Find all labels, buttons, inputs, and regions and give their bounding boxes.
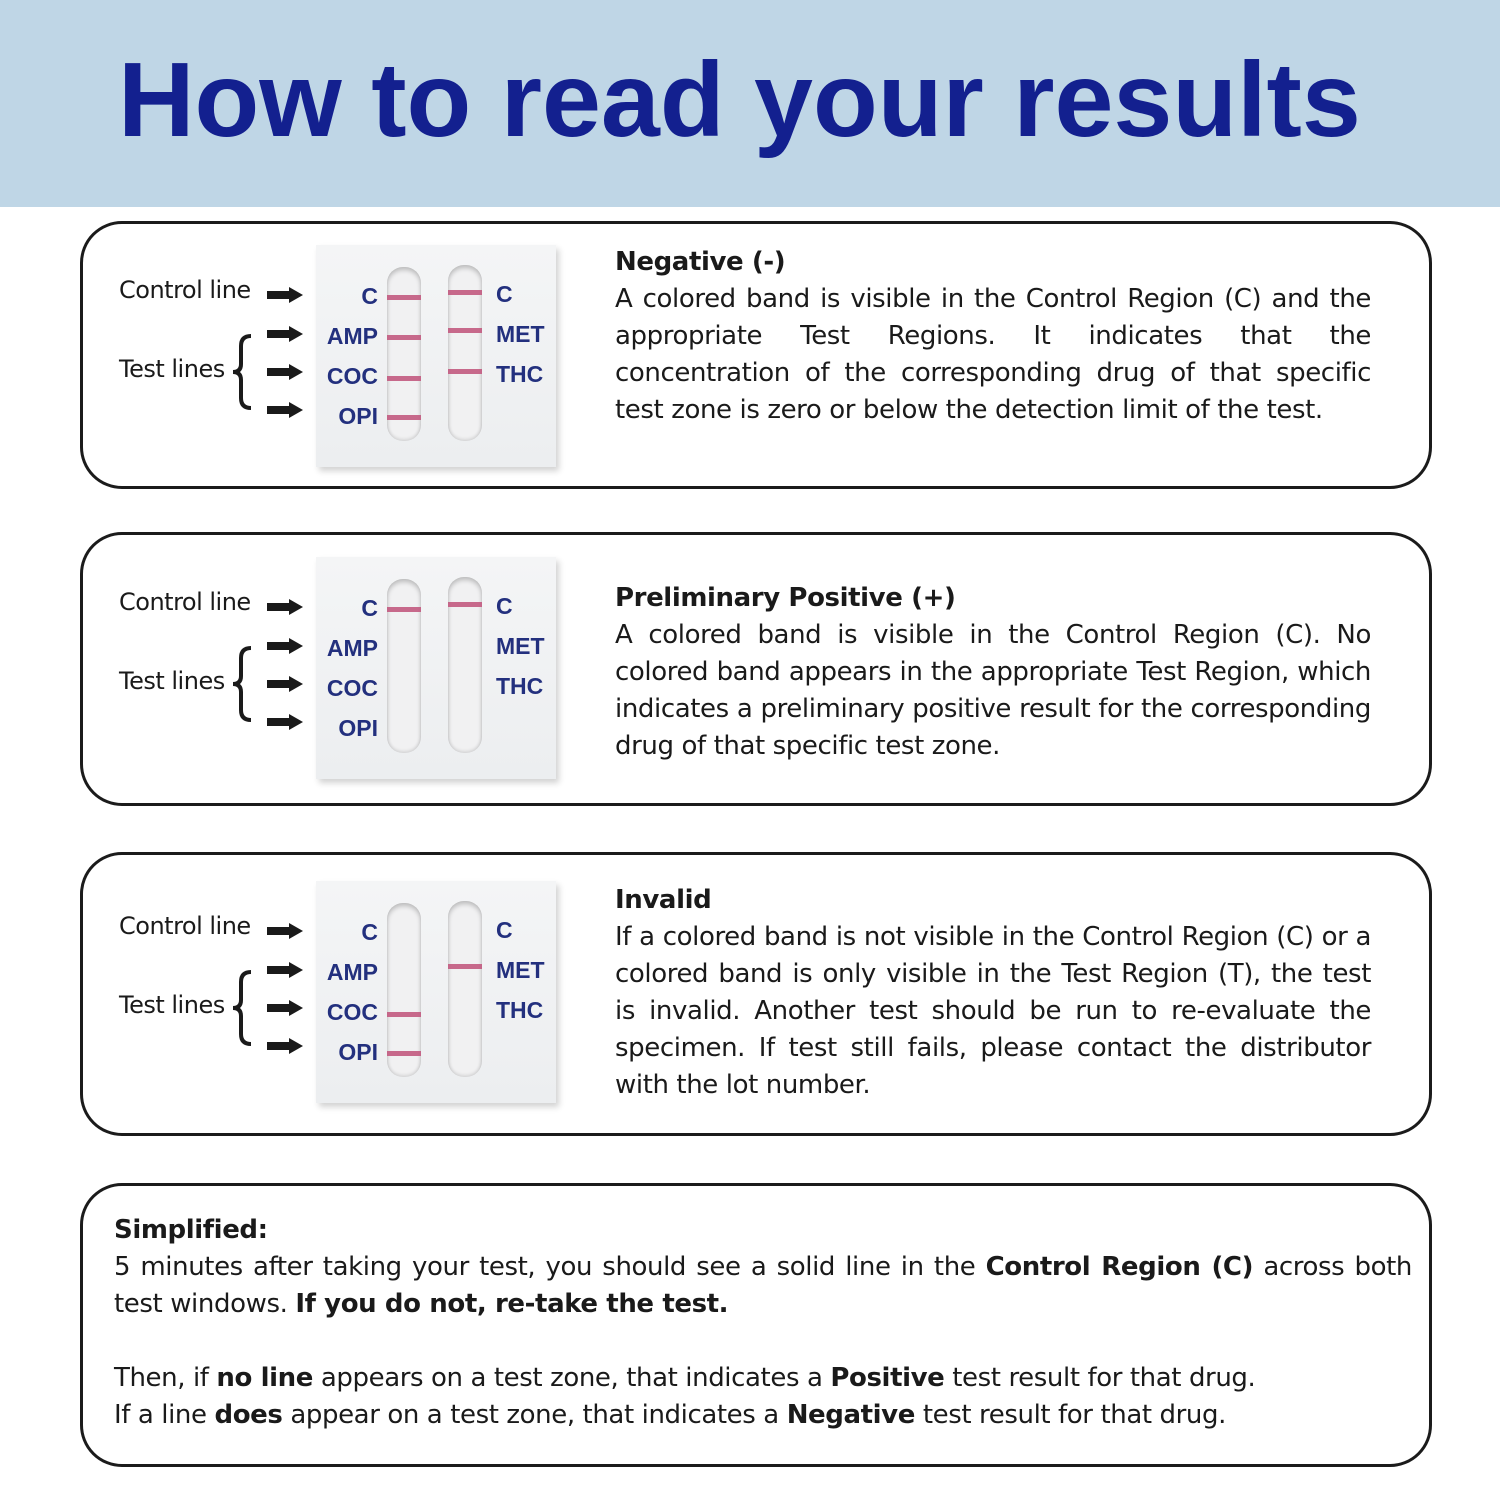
brace-icon bbox=[231, 970, 253, 1046]
left-test-window bbox=[387, 267, 421, 441]
left-test-window bbox=[387, 579, 421, 753]
left-test-window bbox=[387, 903, 421, 1077]
result-body: A colored band is visible in the Control Region (C) and the appropriate Test Regions. It indicates that the concentration of the corresponding drug of that specific test zone is zero or below the detection limit of the test. bbox=[615, 284, 1371, 425]
label-amp: AMP bbox=[326, 323, 378, 349]
label-c-right: C bbox=[496, 593, 513, 619]
result-title: Negative (-) bbox=[615, 247, 786, 277]
emphasis-control-region: Control Region (C) bbox=[985, 1252, 1254, 1282]
label-coc: COC bbox=[326, 999, 378, 1025]
simplified-paragraph-control bbox=[114, 1249, 1412, 1323]
band-c-right bbox=[448, 290, 482, 295]
arrow-right-icon bbox=[267, 714, 303, 730]
text: appear on a test zone, that indicates a bbox=[282, 1400, 787, 1430]
arrow-right-icon bbox=[267, 326, 303, 342]
label-opi: OPI bbox=[338, 403, 378, 429]
simplified-paragraph-positive bbox=[114, 1360, 1412, 1397]
label-amp: AMP bbox=[326, 959, 378, 985]
result-title: Preliminary Positive (+) bbox=[615, 583, 956, 613]
header-banner bbox=[0, 0, 1500, 207]
result-body: A colored band is visible in the Control Region (C). No colored band appears in the appropriate Test Region, which indicates a preliminary positive result for the corresponding drug of that specific test zone. bbox=[615, 620, 1371, 761]
brace-icon bbox=[231, 646, 253, 722]
label-c-right: C bbox=[496, 917, 513, 943]
right-test-window bbox=[448, 577, 482, 753]
band-c-left bbox=[387, 607, 421, 612]
label-thc: THC bbox=[496, 361, 544, 387]
result-body: If a colored band is not visible in the Control Region (C) or a colored band is only visible in the Test Region (T), the test is invalid. Another test should be run to re-evaluate the specimen. If test still fails, please contact the distributor with the lot number. bbox=[615, 922, 1371, 1100]
label-met: MET bbox=[496, 321, 545, 347]
label-met: MET bbox=[496, 633, 545, 659]
band-opi bbox=[387, 1051, 421, 1056]
text: If a line bbox=[114, 1400, 215, 1430]
label-opi: OPI bbox=[338, 715, 378, 741]
test-lines-label: Test lines bbox=[119, 991, 225, 1019]
text: Then, if bbox=[114, 1363, 217, 1393]
arrow-right-icon bbox=[267, 287, 303, 303]
brace-icon bbox=[231, 334, 253, 410]
text: test result for that drug. bbox=[944, 1363, 1256, 1393]
page-title: How to read your results bbox=[118, 41, 1361, 159]
simplified-title: Simplified: bbox=[114, 1215, 268, 1245]
band-thc bbox=[448, 369, 482, 374]
band-coc bbox=[387, 1012, 421, 1017]
test-cassette-positive bbox=[316, 557, 556, 779]
arrow-right-icon bbox=[267, 638, 303, 654]
arrow-right-icon bbox=[267, 364, 303, 380]
label-met: MET bbox=[496, 957, 545, 983]
label-c-right: C bbox=[496, 281, 513, 307]
label-c-left: C bbox=[361, 595, 378, 621]
result-title: Invalid bbox=[615, 885, 712, 915]
label-coc: COC bbox=[326, 363, 378, 389]
simplified-summary bbox=[114, 1212, 1412, 1434]
text: across both test windows. bbox=[114, 1252, 1412, 1319]
arrow-right-icon bbox=[267, 599, 303, 615]
band-c-left bbox=[387, 295, 421, 300]
arrow-right-icon bbox=[267, 962, 303, 978]
label-c-left: C bbox=[361, 919, 378, 945]
label-coc: COC bbox=[326, 675, 378, 701]
text: 5 minutes after taking your test, you should see a solid line in the bbox=[114, 1252, 986, 1282]
emphasis-negative: Negative bbox=[786, 1400, 915, 1430]
arrow-right-icon bbox=[267, 923, 303, 939]
label-opi: OPI bbox=[338, 1039, 378, 1065]
result-description-negative bbox=[615, 244, 1371, 429]
arrow-right-icon bbox=[267, 402, 303, 418]
band-opi bbox=[387, 415, 421, 420]
arrow-right-icon bbox=[267, 1000, 303, 1016]
band-amp bbox=[387, 335, 421, 340]
control-line-label: Control line bbox=[119, 912, 251, 940]
result-description-positive bbox=[615, 580, 1371, 765]
emphasis-retake: If you do not, re-take the test. bbox=[295, 1289, 729, 1319]
label-thc: THC bbox=[496, 997, 544, 1023]
arrow-right-icon bbox=[267, 1038, 303, 1054]
control-line-label: Control line bbox=[119, 588, 251, 616]
right-test-window bbox=[448, 265, 482, 441]
label-amp: AMP bbox=[326, 635, 378, 661]
arrow-right-icon bbox=[267, 676, 303, 692]
band-met bbox=[448, 964, 482, 969]
band-c-right bbox=[448, 602, 482, 607]
emphasis-no-line: no line bbox=[216, 1363, 313, 1393]
test-lines-label: Test lines bbox=[119, 667, 225, 695]
label-thc: THC bbox=[496, 673, 544, 699]
band-coc bbox=[387, 376, 421, 381]
emphasis-does: does bbox=[214, 1400, 283, 1430]
test-cassette-invalid bbox=[316, 881, 556, 1103]
label-c-left: C bbox=[361, 283, 378, 309]
test-cassette-negative bbox=[316, 245, 556, 467]
text: appears on a test zone, that indicates a bbox=[313, 1363, 831, 1393]
result-description-invalid bbox=[615, 882, 1371, 1104]
text: test result for that drug. bbox=[914, 1400, 1226, 1430]
emphasis-positive: Positive bbox=[830, 1363, 945, 1393]
right-test-window bbox=[448, 901, 482, 1077]
control-line-label: Control line bbox=[119, 276, 251, 304]
simplified-paragraph-negative bbox=[114, 1397, 1412, 1434]
band-met bbox=[448, 328, 482, 333]
test-lines-label: Test lines bbox=[119, 355, 225, 383]
